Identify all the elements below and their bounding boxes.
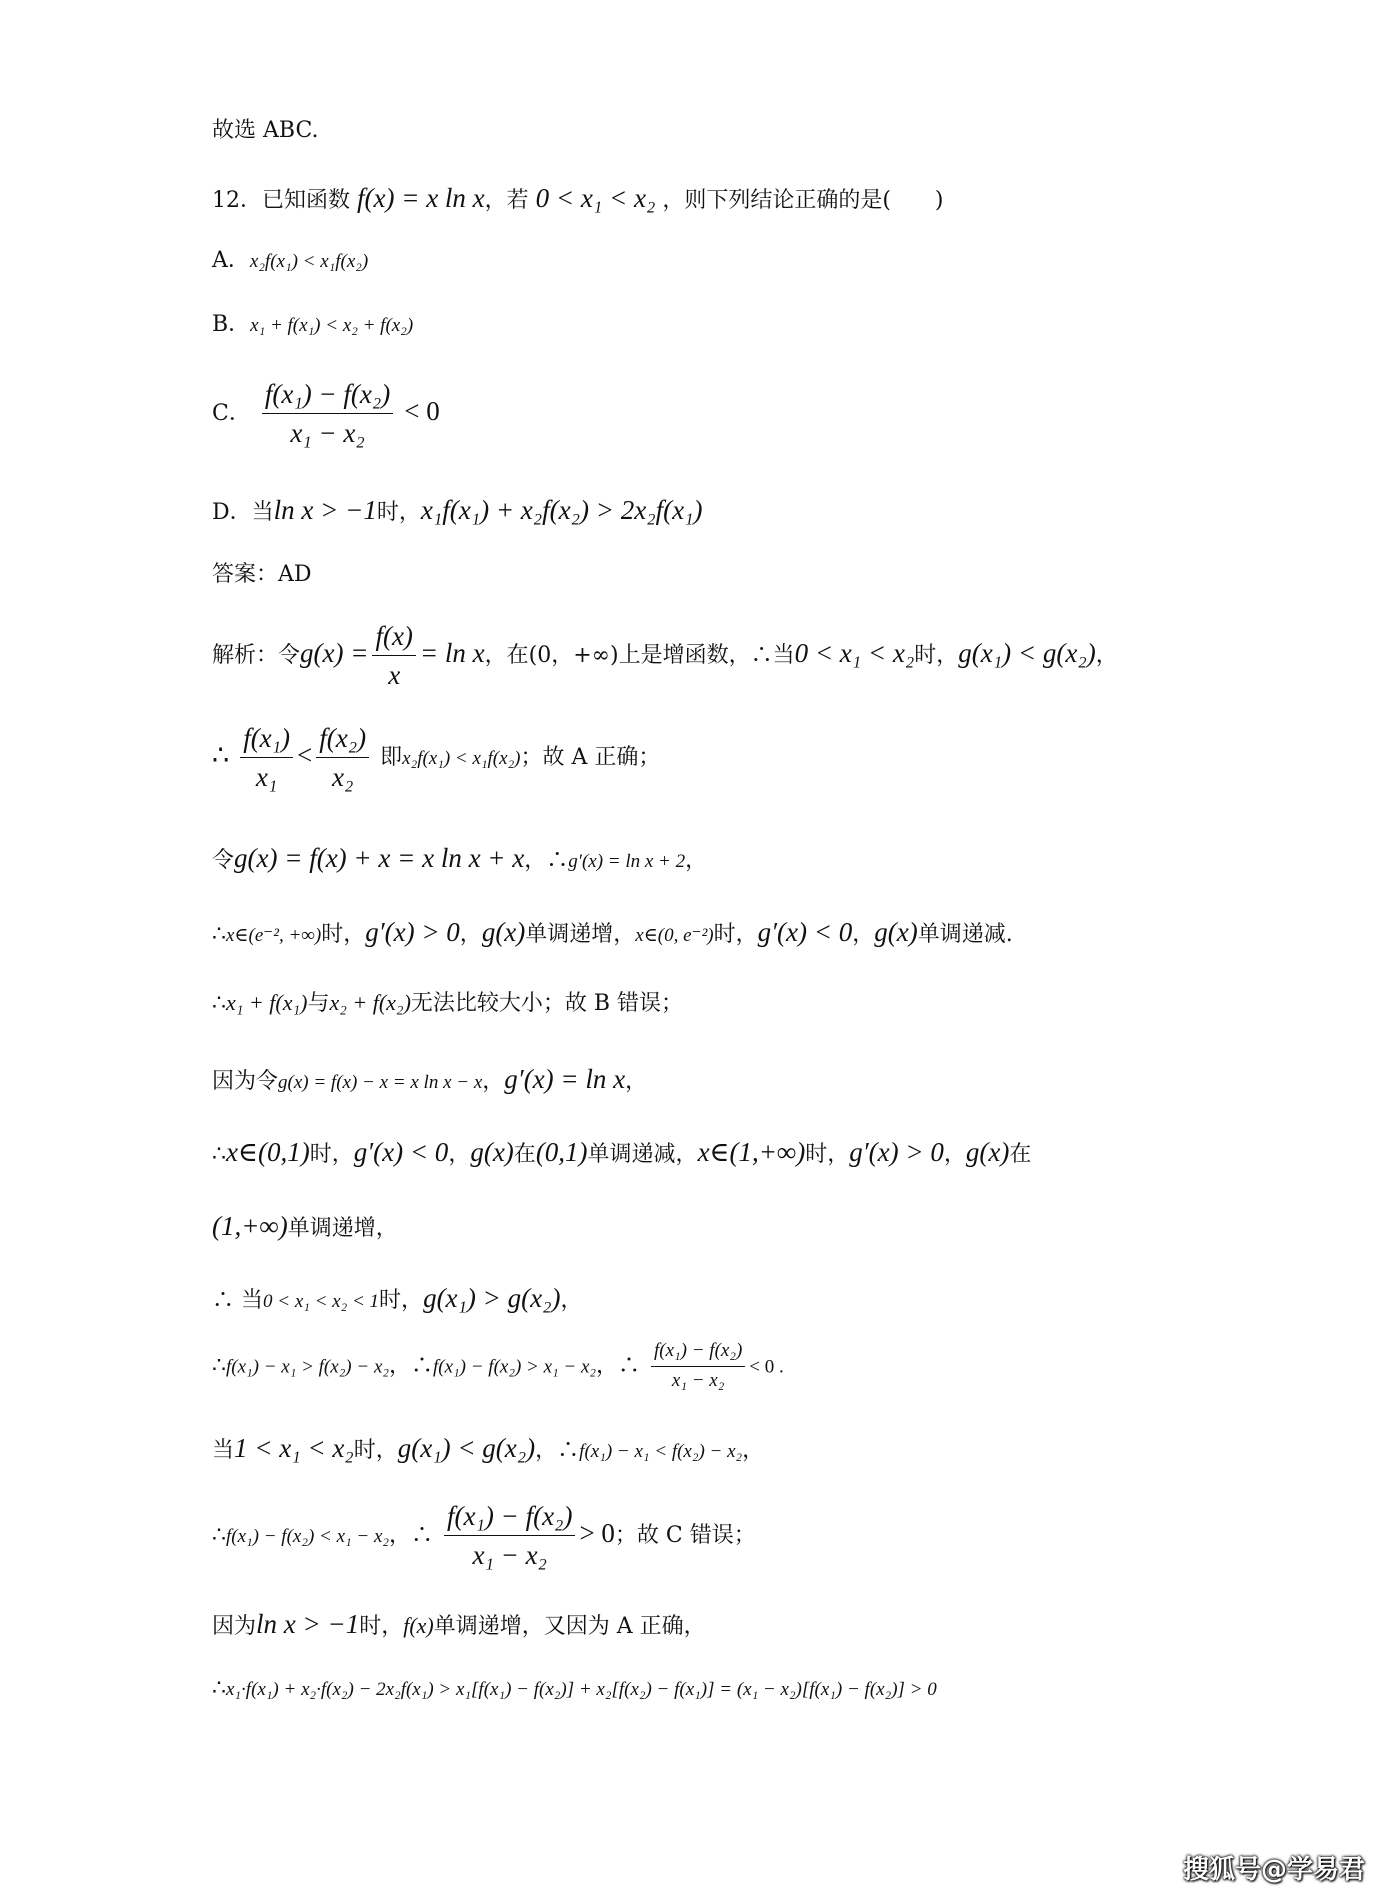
solution-fraction-2a: $\frac{\text{f(x₁)}}{\text{x₁}}$ xyxy=(240,722,293,794)
solution-fraction-10: $\frac{\text{f(x₁) − f(x₂)}}{\text{x₁ − x₂}}$ xyxy=(651,1340,745,1393)
answer: 答案：AD xyxy=(212,562,312,587)
solution-line-2: ∴ $\frac{\text{f(x₁)}}{\text{x₁}}$ < $\frac{\text{f(x₂)}}{\text{x₂}}$ 即x₂f(x₁) < x₁f(x₂)；故 A 正确； xyxy=(212,723,661,793)
watermark: 搜狐号@学易君 xyxy=(1182,1855,1365,1885)
line-conclusion: 故选 ABC. xyxy=(212,118,319,143)
solution-line-11: 当1 < x₁ < x₂时，g(x₁) < g(x₂)，∴f(x₁) − x₁ < f(x₂) − x₂， xyxy=(212,1433,765,1463)
option-c: C． $\frac{\text{f(x₁) − f(x₂)}}{\text{x₁ − x₂}}$ < 0 xyxy=(212,379,440,449)
option-c-fraction: $\frac{\text{f(x₁) − f(x₂)}}{\text{x₁ − x₂}}$ xyxy=(262,378,393,450)
solution-line-14: ∴x₁·f(x₁) + x₂·f(x₂) − 2x₂f(x₁) > x₁[f(x₁) − f(x₂)] + x₂[f(x₂) − f(x₁)] = (x₁ − x₂)[f(x₁) − f(x₂)] > 0 xyxy=(212,1676,937,1701)
solution-line-10: ∴f(x₁) − x₁ > f(x₂) − x₂，∴f(x₁) − f(x₂) > x₁ − x₂，∴ $\frac{\text{f(x₁) − f(x₂)}}{\text{x₁ − x₂}}$ < 0 . xyxy=(212,1340,784,1391)
solution-line-3: 令g(x) = f(x) + x = x ln x + x，∴g′(x) = ln x + 2， xyxy=(212,843,708,873)
solution-line-5: ∴x₁ + f(x₁)与x₂ + f(x₂)无法比较大小；故 B 错误； xyxy=(212,990,684,1016)
solution-line-6: 因为令g(x) = f(x) − x = x ln x − x，g′(x) = ln x， xyxy=(212,1064,648,1094)
solution-fraction-1: $\frac{f(x)}{x}$ xyxy=(372,620,415,692)
solution-line-4: ∴x∈(e⁻², +∞)时，g′(x) > 0，g(x)单调递增，x∈(0, e⁻²)时，g′(x) < 0，g(x)单调递减. xyxy=(212,917,1013,947)
solution-fraction-12: $\frac{\text{f(x₁) − f(x₂)}}{\text{x₁ − x₂}}$ xyxy=(444,1500,575,1572)
option-b: B．x₁ + f(x₁) < x₂ + f(x₂) xyxy=(212,312,414,337)
option-a: A．x₂f(x₁) < x₁f(x₂) xyxy=(212,248,369,273)
solution-line-8: (1,+∞)单调递增， xyxy=(212,1211,398,1241)
solution-fraction-2b: $\frac{\text{f(x₂)}}{\text{x₂}}$ xyxy=(316,722,369,794)
solution-line-1: 解析：令g(x) = $\frac{f(x)}{x}$ = ln x，在(0，+∞)上是增函数，∴当0 < x₁ < x₂时，g(x₁) < g(x₂)， xyxy=(212,621,1118,691)
option-d: D．当ln x > −1时，x₁f(x₁) + x₂f(x₂) > 2x₂f(x₁) xyxy=(212,495,703,525)
solution-line-9: ∴ 当0 < x₁ < x₂ < 1时，g(x₁) > g(x₂)， xyxy=(212,1283,583,1313)
solution-line-13: 因为ln x > −1时，f(x)单调递增，又因为 A 正确， xyxy=(212,1609,706,1639)
solution-line-12: ∴f(x₁) − f(x₂) < x₁ − x₂，∴ $\frac{\text{f(x₁) − f(x₂)}}{\text{x₁ − x₂}}$ > 0；故 C 错误； xyxy=(212,1501,756,1571)
question-12: 12．已知函数 f(x) = x ln x，若 0 < x₁ < x₂ ，则下列结论正确的是( ) xyxy=(212,183,944,213)
solution-line-7: ∴x∈(0,1)时，g′(x) < 0，g(x)在(0,1)单调递减，x∈(1,+∞)时，g′(x) > 0，g(x)在 xyxy=(212,1137,1032,1167)
